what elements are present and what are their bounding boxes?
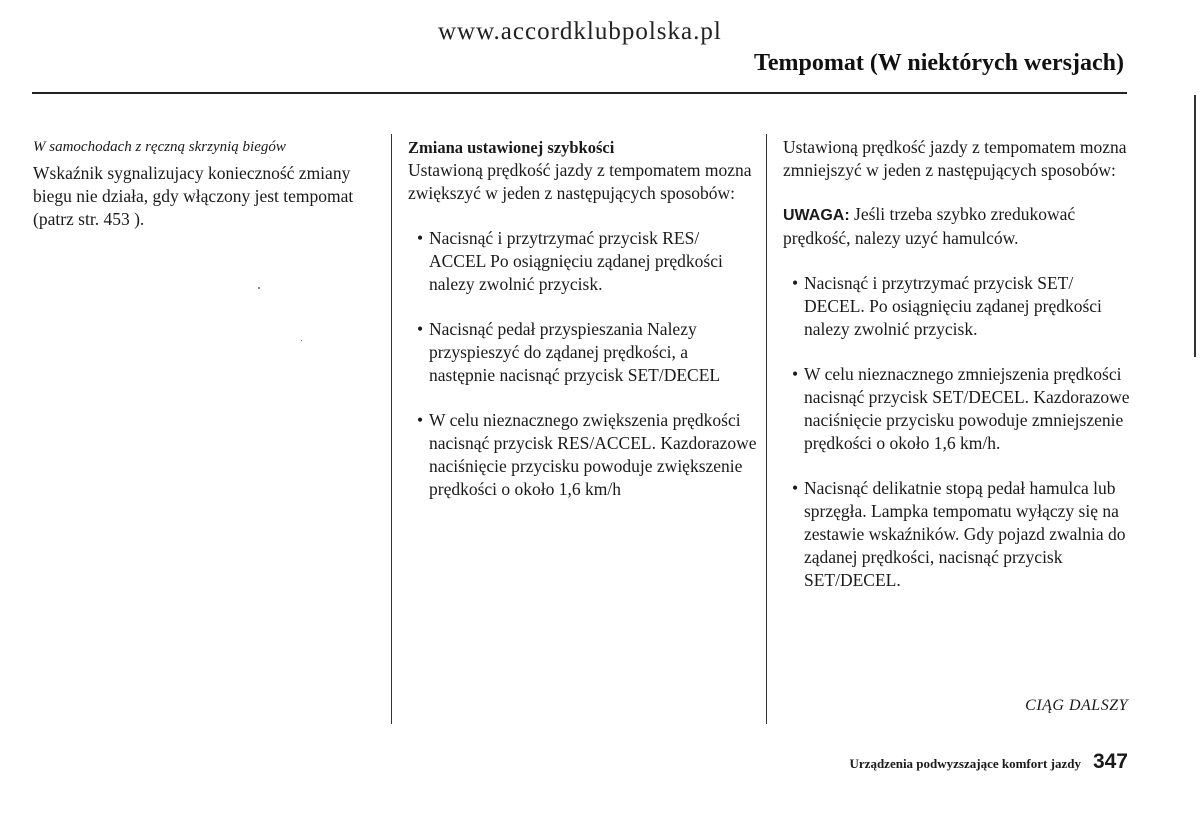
bullet-icon: • [792,478,799,498]
increase-speed-intro: Ustawioną prędkość jazdy z tempomatem mozna zwiększyć w jeden z następujących sposobów: [408,160,752,203]
shift-indicator-paragraph: Wskaźnik sygnalizujacy konieczność zmiany biegu nie działa, gdy włączony jest tempomat (patrz str. 453 ). [33,163,354,229]
list-item-text: Nacisnąć i przytrzymać przycisk RES/ ACCEL Po osiągnięciu ządanej prędkości nalezy zwolnić przycisk. [429,228,723,294]
bullet-icon: • [417,228,424,248]
list-item [783,272,1133,341]
scan-speck [258,287,260,289]
bullet-icon: • [792,364,799,384]
list-item [408,409,758,501]
column-2 [408,136,758,501]
header-rule [32,92,1127,94]
bullet-icon: • [417,410,424,430]
column-divider-1 [391,134,392,724]
page-title: Tempomat (W niektórych wersjach) [754,50,1124,76]
continued-label: CIĄG DALSZY [1025,697,1128,714]
decrease-speed-intro: Ustawioną prędkość jazdy z tempomatem mozna zmniejszyć w jeden z następujących sposobów: [783,137,1127,180]
list-item-text: W celu nieznacznego zmniejszenia prędkości nacisnąć przycisk SET/DECEL. Kazdorazowe naciśnięcie przycisku powoduje zmniejszenie prędkości o około 1,6 km/h. [804,364,1130,453]
scan-speck [301,340,302,341]
list-item [408,227,758,296]
note-paragraph [783,203,1133,250]
note-text: Jeśli trzeba szybko zredukować prędkość, nalezy uzyć hamulców. [783,204,1076,248]
list-item [783,363,1133,455]
list-item-text: W celu nieznacznego zwiększenia prędkości nacisnąć przycisk RES/ACCEL. Kazdorazowe naciśnięcie przycisku powoduje zwiększenie prędkości o około 1,6 km/h [429,410,757,499]
section-heading: Zmiana ustawionej szybkości [408,138,615,157]
column-divider-2 [766,134,767,724]
manual-transmission-subhead: W samochodach z ręczną skrzynią biegów [33,139,286,155]
page-footer [850,750,1128,774]
page-number: 347 [1092,750,1128,773]
list-item [783,477,1133,592]
note-label: UWAGA: [783,207,850,224]
site-url[interactable]: www.accordklubpolska.pl [438,18,722,45]
list-item [408,318,758,387]
right-edge-mark [1194,95,1196,357]
column-3 [783,136,1133,592]
bullet-icon: • [792,273,799,293]
list-item-text: Nacisnąć i przytrzymać przycisk SET/ DECEL. Po osiągnięciu ządanej prędkości nalezy zwolnić przycisk. [804,273,1102,339]
bullet-icon: • [417,319,424,339]
list-item-text: Nacisnąć pedał przyspieszania Nalezy przyspieszyć do ządanej prędkości, a następnie nacisnąć przycisk SET/DECEL [429,319,721,385]
footer-section-title: Urządzenia podwyzszające komfort jazdy [849,756,1081,771]
column-1 [33,136,378,231]
list-item-text: Nacisnąć delikatnie stopą pedał hamulca lub sprzęgła. Lampka tempomatu wyłączy się na zestawie wskaźników. Gdy pojazd zwalnia do ządanej prędkości, nacisnąć przycisk SET/DECEL. [804,478,1126,590]
